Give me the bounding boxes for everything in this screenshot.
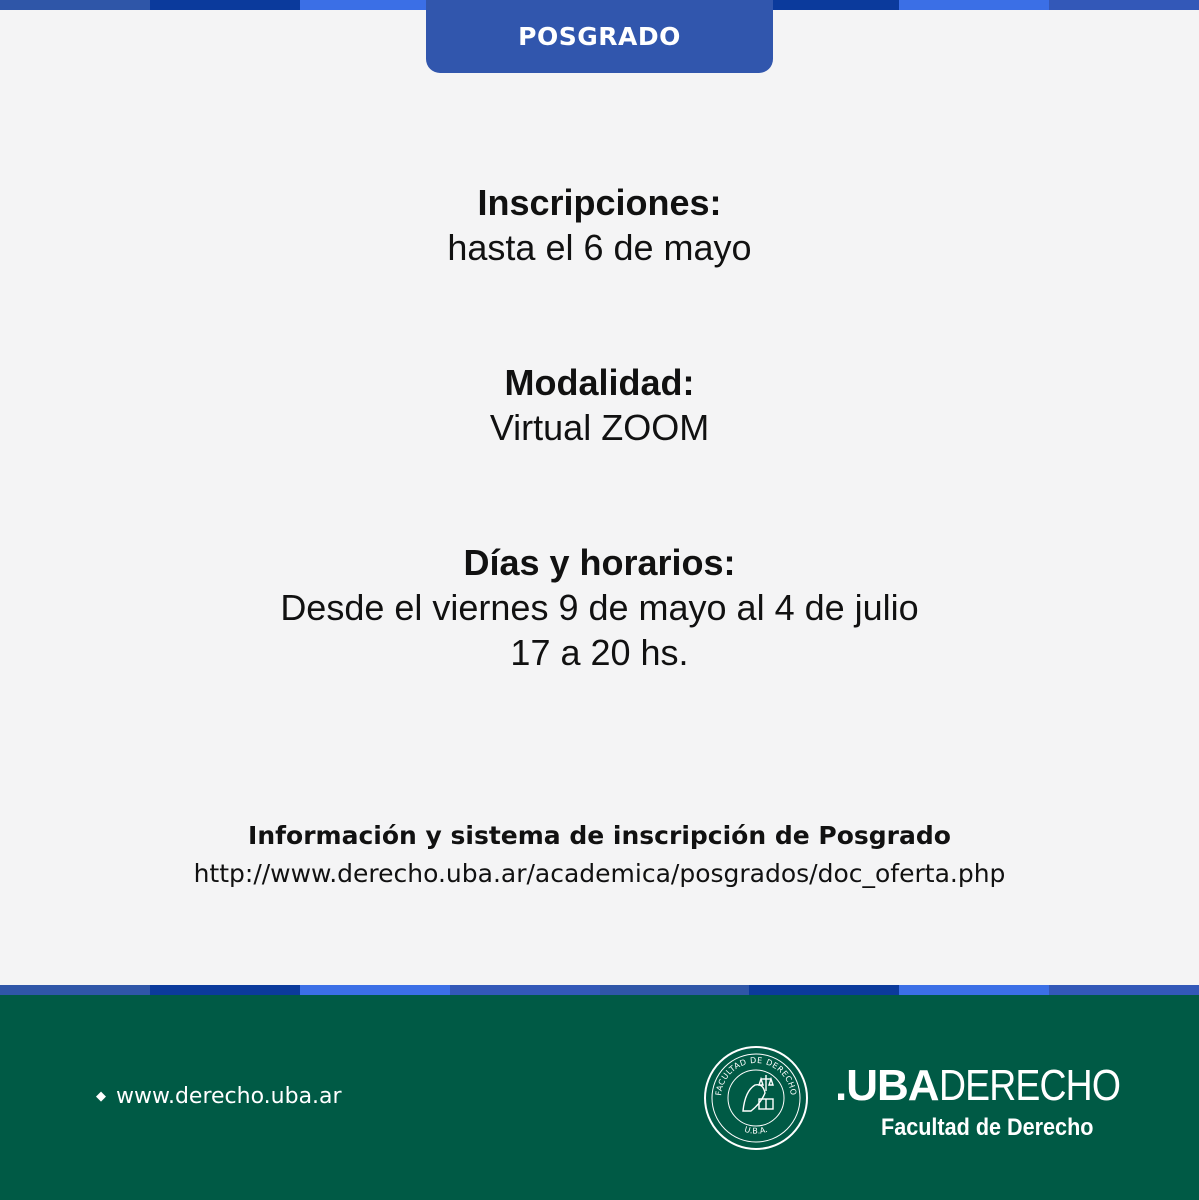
footer-website-label: www.derecho.uba.ar	[116, 1084, 342, 1109]
uba-derecho-logo	[835, 1060, 1152, 1142]
schedule-hours: 17 a 20 hs.	[510, 632, 689, 673]
schedule-section	[0, 541, 1199, 675]
info-section	[0, 818, 1199, 894]
brand-name: DERECHO	[938, 1061, 1120, 1110]
modality-value: Virtual ZOOM	[489, 407, 710, 448]
section-tab-label: POSGRADO	[518, 22, 681, 51]
faculty-seal-icon	[703, 1045, 809, 1151]
diamond-bullet-icon: ◆	[96, 1089, 106, 1104]
seal-bottom-text: U.B.A.	[743, 1124, 769, 1136]
registration-heading: Inscripciones:	[477, 182, 722, 223]
bottom-color-stripe	[0, 985, 1199, 995]
footer-website[interactable]	[96, 1084, 342, 1109]
section-tab	[426, 0, 773, 73]
brand-subtitle: Facultad de Derecho	[881, 1114, 1094, 1141]
registration-section	[0, 181, 1199, 270]
brand-prefix: .UBA	[835, 1061, 939, 1110]
schedule-dates: Desde el viernes 9 de mayo al 4 de julio	[280, 587, 919, 628]
modality-section	[0, 361, 1199, 450]
info-title: Información y sistema de inscripción de Posgrado	[248, 821, 951, 850]
info-url-link[interactable]: http://www.derecho.uba.ar/academica/posgrados/doc_oferta.php	[193, 859, 1006, 888]
registration-deadline: hasta el 6 de mayo	[447, 227, 752, 268]
schedule-heading: Días y horarios:	[463, 542, 736, 583]
svg-text:FACULTAD DE DERECHO	[714, 1056, 798, 1096]
seal-top-text: FACULTAD DE DERECHO	[714, 1055, 799, 1097]
modality-heading: Modalidad:	[504, 362, 695, 403]
